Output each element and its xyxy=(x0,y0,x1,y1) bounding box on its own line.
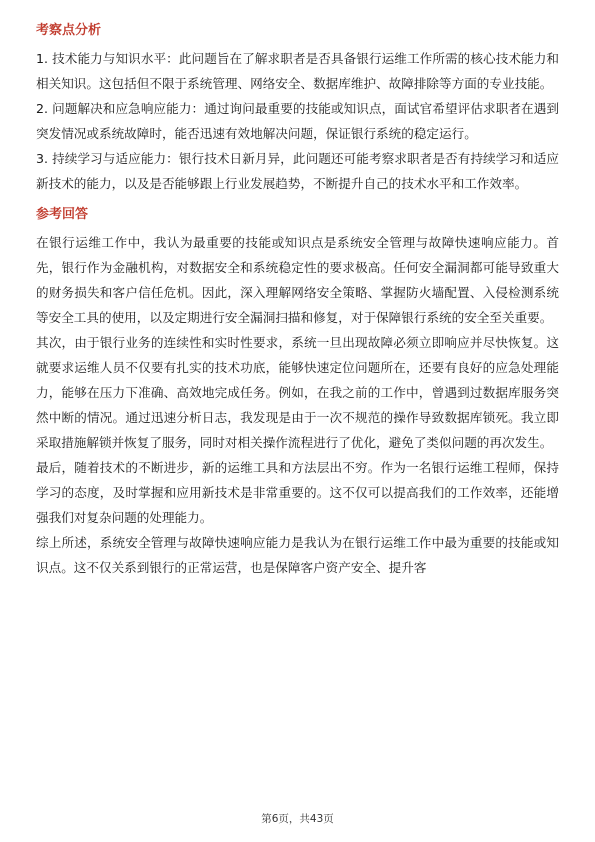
answer-paragraph-3: 最后，随着技术的不断进步，新的运维工具和方法层出不穷。作为一名银行运维工程师，保持学习的态度，及时掌握和应用新技术是非常重要的。这不仅可以提高我们的工作效率，还能增强我们对复杂问题的处理能力。 xyxy=(36,460,559,525)
answer-paragraph-4: 综上所述，系统安全管理与故障快速响应能力是我认为在银行运维工作中最为重要的技能或知识点。这不仅关系到银行的正常运营，也是保障客户资产安全、提升客 xyxy=(36,535,559,575)
section-title-analysis: 考察点分析 xyxy=(36,23,102,38)
page-content xyxy=(36,22,559,580)
analysis-point-2: 2. 问题解决和应急响应能力：通过询问最重要的技能或知识点，面试官希望评估求职者在遇到突发情况或系统故障时，能否迅速有效地解决问题，保证银行系统的稳定运行。 xyxy=(36,101,559,141)
analysis-point-1: 1. 技术能力与知识水平：此问题旨在了解求职者是否具备银行运维工作所需的核心技术能力和相关知识。这包括但不限于系统管理、网络安全、数据库维护、故障排除等方面的专业技能。 xyxy=(36,51,559,91)
section-title-reference-answer: 参考回答 xyxy=(36,207,89,222)
analysis-point-3: 3. 持续学习与适应能力：银行技术日新月异，此问题还可能考察求职者是否有持续学习和适应新技术的能力，以及是否能够跟上行业发展趋势，不断提升自己的技术水平和工作效率。 xyxy=(36,151,559,191)
answer-paragraph-1: 在银行运维工作中，我认为最重要的技能或知识点是系统安全管理与故障快速响应能力。首先，银行作为金融机构，对数据安全和系统稳定性的要求极高。任何安全漏洞都可能导致重大的财务损失和客户信任危机。因此，深入理解网络安全策略、掌握防火墙配置、入侵检测系统等安全工具的使用，以及定期进行安全漏洞扫描和修复，对于保障银行系统的安全至关重要。 xyxy=(36,235,559,325)
answer-paragraph-2: 其次，由于银行业务的连续性和实时性要求，系统一旦出现故障必须立即响应并尽快恢复。这就要求运维人员不仅要有扎实的技术功底，能够快速定位问题所在，还要有良好的应急处理能力，能够在压力下准确、高效地完成任务。例如，在我之前的工作中，曾遇到过数据库服务突然中断的情况。通过迅速分析日志，我发现是由于一次不规范的操作导致数据库锁死。我立即采取措施解锁并恢复了服务，同时对相关操作流程进行了优化，避免了类似问题的再次发生。 xyxy=(36,335,559,450)
page-number-footer: 第6页，共43页 xyxy=(261,813,334,825)
